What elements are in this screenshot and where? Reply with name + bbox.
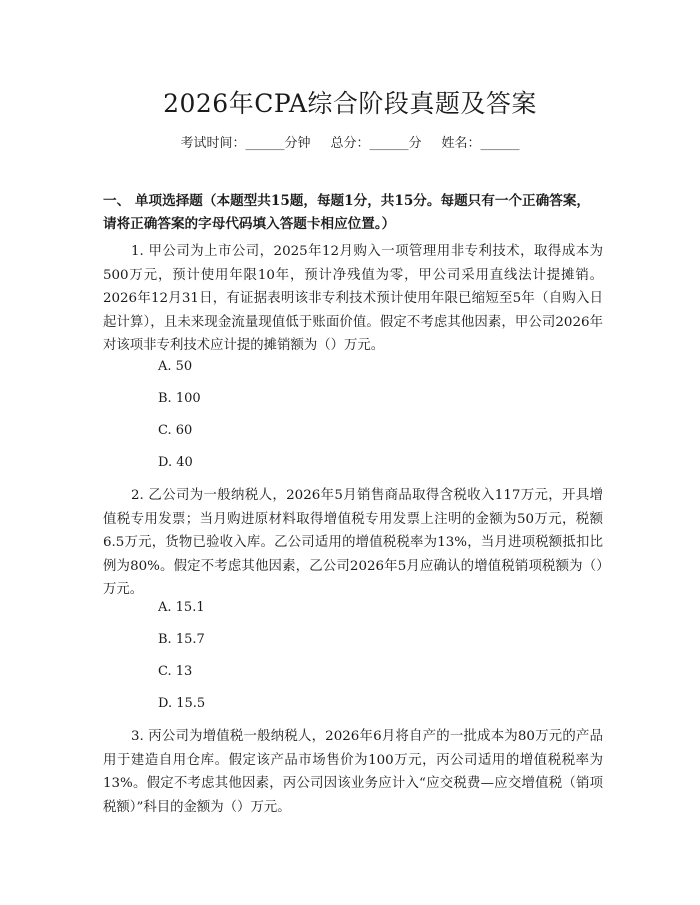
name-field: 姓名：______	[441, 136, 520, 151]
page-title: 2026年CPA综合阶段真题及答案	[163, 89, 537, 118]
question-2-option-d: D. 15.5	[158, 696, 206, 711]
section-header: 一、 单项选择题（本题型共15题，每题1分，共15分。每题只有一个正确答案，请将正确答案的字母代码填入答题卡相应位置。）	[103, 193, 591, 232]
total-score-field: 总分：______分	[330, 136, 422, 151]
question-3: 3. 丙公司为增值税一般纳税人，2026年6月将自产的一批成本为80万元的产品用于建造自用仓库。假定该产品市场售价为100万元，丙公司适用的增值税税率为13%。假定不考虑其他因素，丙公司因该业务应计入“应交税费—应交增值税（销项税额）”科目的金额为（）万元。	[103, 729, 603, 815]
question-2-option-c: C. 13	[158, 664, 193, 679]
question-2-option-b: B. 15.7	[158, 632, 205, 647]
question-1: 1. 甲公司为上市公司，2025年12月购入一项管理用非专利技术，取得成本为500万元，预计使用年限10年，预计净残值为零，甲公司采用直线法计提摊销。2026年12月31日，有证据表明该非专利技术预计使用年限已缩短至5年（自购入日起计算），且未来现金流量现值低于账面价值。假定不考虑其他因素，甲公司2026年对该项非专利技术应计提的摊销额为（）万元。	[103, 244, 603, 353]
exam-time-field: 考试时间：______分钟	[180, 136, 311, 151]
question-1-option-c: C. 60	[158, 423, 193, 438]
question-1-option-a: A. 50	[158, 359, 193, 374]
question-2: 2. 乙公司为一般纳税人，2026年5月销售商品取得含税收入117万元，开具增值税专用发票；当月购进原材料取得增值税专用发票上注明的金额为50万元，税额6.5万元，货物已验收入库。乙公司适用的增值税税率为13%，当月进项税额抵扣比例为80%。假定不考虑其他因素，乙公司2026年5月应确认的增值税销项税额为（）万元。	[103, 488, 603, 597]
exam-meta	[0, 132, 700, 151]
question-2-option-a: A. 15.1	[158, 600, 205, 615]
question-1-option-b: B. 100	[158, 391, 201, 406]
question-1-option-d: D. 40	[158, 455, 193, 470]
